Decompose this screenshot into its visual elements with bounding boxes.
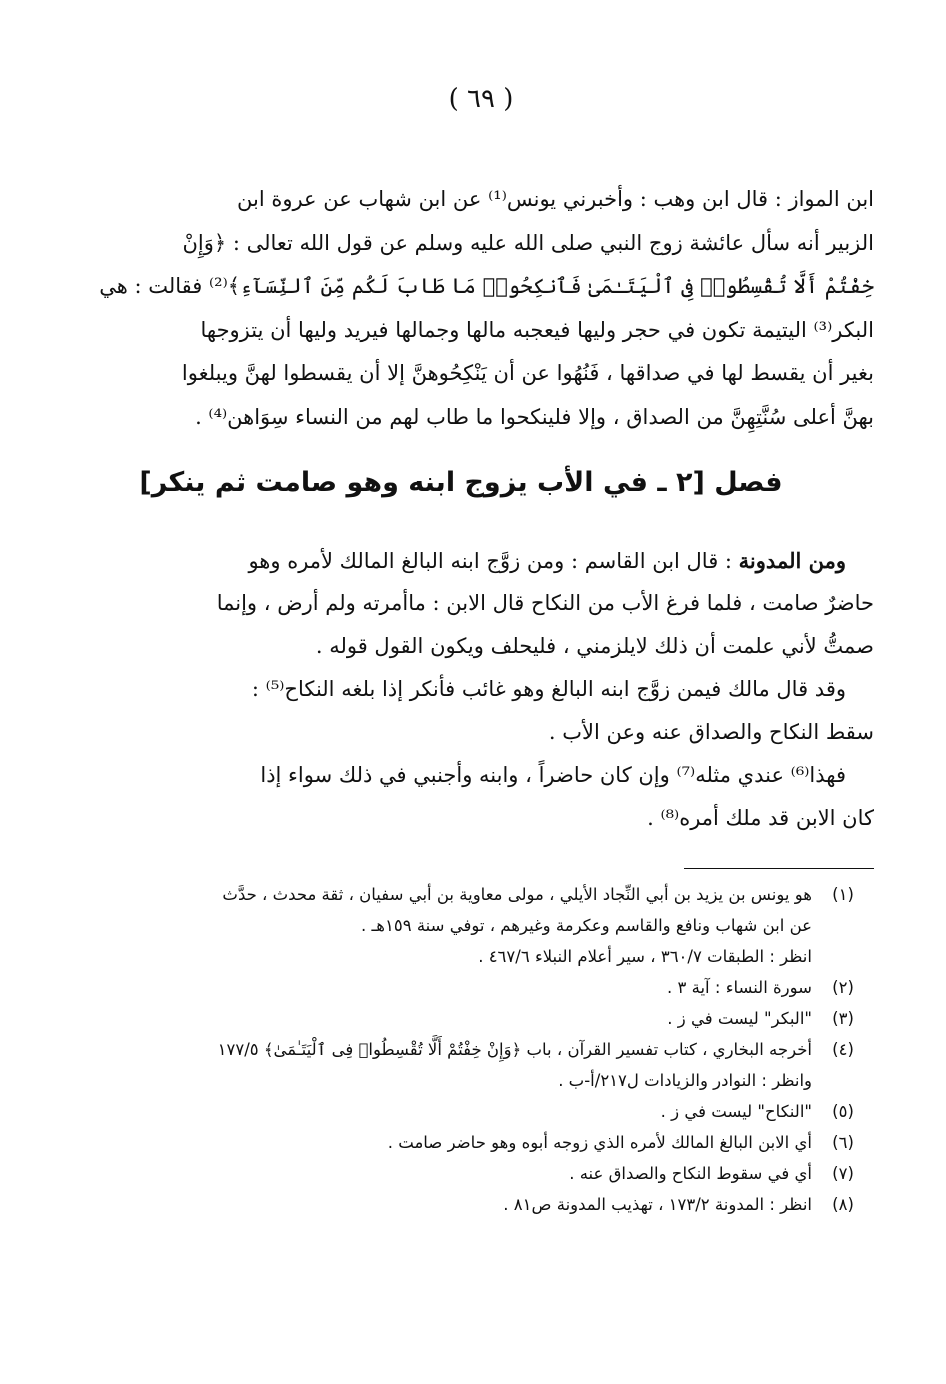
footnote-8 (88, 1189, 874, 1220)
footnote-text: سورة النساء : آية ٣ . (667, 978, 812, 997)
footnote-separator (684, 868, 874, 869)
footnote-text: أي الابن البالغ المالك لأمره الذي زوجه أبوه وهو حاضر صامت . (387, 1133, 812, 1152)
footnote-4 (88, 1034, 874, 1096)
book-page (88, 82, 874, 1372)
paragraph-line: البكر⁽³⁾ اليتيمة تكون في حجر وليها فيعجبه مالها وجمالها فيريد وليها أن يتزوجها (200, 317, 874, 342)
paragraph-line: الزبير أنه سأل عائشة زوج النبي صلى الله عليه وسلم عن قول الله تعالى : ﴿وَإِنْ (182, 230, 874, 255)
footnote-7 (88, 1158, 874, 1189)
footnote-number: (٣) (832, 1009, 854, 1028)
paragraph-line: ابن المواز : قال ابن وهب : وأخبرني يونس⁽¹⁾ عن ابن شهاب عن عروة ابن (236, 187, 874, 211)
paragraph-line: بغير أن يقسط لها في صداقها ، فَنُهُوا عن أن يَنْكِحُوهنَّ إلا أن يقسطوا لهنَّ ويبلغوا (181, 361, 874, 385)
paragraph-line: خِفْتُمْ أَلَّا تُقْسِطُوا۟ فِى ٱلْيَتَـٰمَىٰ فَٱنكِحُوا۟ مَا طَابَ لَكُم مِّنَ ٱلنِّسَآءِ﴾⁽²⁾ فقالت : هي (99, 274, 874, 298)
main-body (88, 539, 874, 840)
intro-paragraph (88, 178, 874, 439)
footnote-text: انظر : المدونة ١٧٣/٢ ، تهذيب المدونة ص٨١ . (503, 1195, 812, 1214)
footnote-number: (١) (832, 885, 854, 904)
footnote-text: "النكاح" ليست في ز . (660, 1102, 812, 1121)
footnote-text: وانظر : النوادر والزيادات ل٢١٧/أ-ب . (558, 1071, 812, 1090)
footnote-2 (88, 972, 874, 1003)
section-heading: فصل [٢ ـ في الأب يزوج ابنه وهو صامت ثم ينكر] (139, 467, 783, 498)
footnote-text: أخرجه البخاري ، كتاب تفسير القرآن ، باب ﴿وَإِنْ خِفْتُمْ أَلَّا تُقْسِطُوا۟ فِى ٱلْيَتَـٰمَىٰ﴾ ١٧٧/٥ (217, 1040, 812, 1059)
paragraph-line: بهنَّ أعلى سُنَّتِهِنَّ من الصداق ، وإلا فلينكحوا ما طاب لهم من النساء سِوَاهن⁽⁴⁾ . (195, 404, 874, 429)
footnote-number: (٤) (832, 1040, 854, 1059)
footnote-1 (88, 879, 874, 972)
paragraph-line: سقط النكاح والصداق عنه وعن الأب . (548, 720, 874, 744)
footnote-number: (٢) (832, 978, 854, 997)
paragraph-line: حاضرٌ صامت ، فلما فرغ الأب من النكاح قال الابن : ماأمرته ولم أرض ، وإنما (216, 591, 874, 615)
footnotes (88, 879, 874, 1220)
footnote-text: عن ابن شهاب ونافع والقاسم وعكرمة وغيرهم ، توفي سنة ١٥٩هـ . (360, 916, 812, 935)
paragraph-line: فهذا⁽⁶⁾ عندي مثله⁽⁷⁾ وإن كان حاضراً ، وابنه وأجنبي في ذلك سواء إذا (260, 763, 846, 787)
line-text: : قال ابن القاسم : ومن زوَّج ابنه البالغ المالك لأمره وهو (248, 549, 739, 573)
footnote-number: (٧) (832, 1164, 854, 1183)
footnote-text: هو يونس بن يزيد بن أبي النِّجاد الأيلي ، مولى معاوية بن أبي سفيان ، ثقة محدث ، حدَّث (222, 885, 812, 904)
paragraph-line: وقد قال مالك فيمن زوَّج ابنه البالغ وهو غائب فأنكر إذا بلغه النكاح⁽⁵⁾ : (251, 677, 846, 701)
footnote-number: (٨) (832, 1195, 854, 1214)
footnote-text: أي في سقوط النكاح والصداق عنه . (569, 1164, 812, 1183)
footnote-text: انظر : الطبقات ٣٦٠/٧ ، سير أعلام النبلاء ٤٦٧/٦ . (478, 947, 812, 966)
footnote-6 (88, 1127, 874, 1158)
footnote-text: "البكر" ليست في ز . (667, 1009, 812, 1028)
footnote-number: (٥) (832, 1102, 854, 1121)
footnote-number: (٦) (832, 1133, 854, 1152)
footnote-5 (88, 1096, 874, 1127)
paragraph-line: صمتُّ لأني علمت أن ذلك لايلزمني ، فليحلف ويكون القول قوله . (315, 634, 874, 658)
source-label: ومن المدونة (738, 548, 846, 573)
paragraph-line: كان الابن قد ملك أمره⁽⁸⁾ . (647, 806, 874, 830)
page-number: ( ٦٩ ) (448, 84, 514, 114)
paragraph-line (88, 539, 874, 582)
footnote-3 (88, 1003, 874, 1034)
